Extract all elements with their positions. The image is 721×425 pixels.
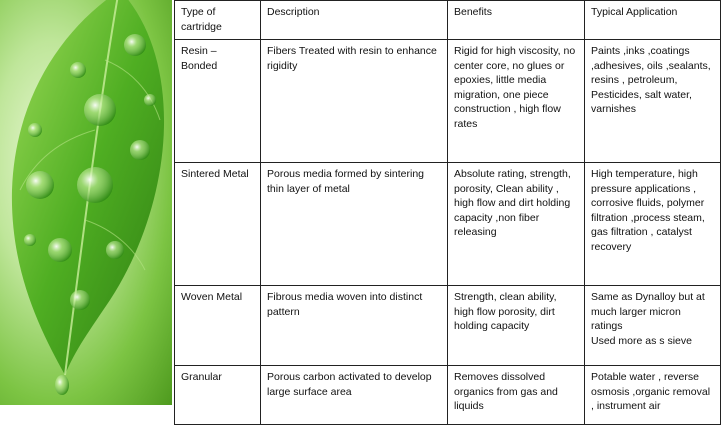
leaf-with-water-drops-icon bbox=[0, 0, 172, 405]
table-header-row bbox=[175, 1, 721, 40]
cell-benefits: Absolute rating, strength, porosity, Clean ability , high flow and dirt holding capacity ,non fiber releasing bbox=[448, 163, 585, 286]
filter-cartridge-table bbox=[174, 0, 721, 425]
header-description: Description bbox=[261, 1, 448, 40]
header-benefits: Benefits bbox=[448, 1, 585, 40]
table-row bbox=[175, 40, 721, 163]
cell-description: Porous media formed by sintering thin layer of metal bbox=[261, 163, 448, 286]
cell-benefits: Rigid for high viscosity, no center core, no glues or epoxies, little media migration, one piece construction , high flow rates bbox=[448, 40, 585, 163]
header-type-of-cartridge: Type of cartridge bbox=[175, 1, 261, 40]
cell-type: Woven Metal bbox=[175, 286, 261, 366]
cell-benefits: Removes dissolved organics from gas and liquids bbox=[448, 366, 585, 425]
cell-application: High temperature, high pressure applications , corrosive fluids, polymer filtration ,process steam, gas filtration , catalyst recovery bbox=[585, 163, 721, 286]
cell-description: Fibers Treated with resin to enhance rigidity bbox=[261, 40, 448, 163]
cell-application: Paints ,inks ,coatings ,adhesives, oils ,sealants, resins , petroleum, Pesticides, salt water, varnishes bbox=[585, 40, 721, 163]
cell-type: Resin – Bonded bbox=[175, 40, 261, 163]
cell-type: Sintered Metal bbox=[175, 163, 261, 286]
header-typical-application: Typical Application bbox=[585, 1, 721, 40]
cell-application: Same as Dynalloy but at much larger micron ratings Used more as s sieve bbox=[585, 286, 721, 366]
cell-description: Porous carbon activated to develop large surface area bbox=[261, 366, 448, 425]
table-row bbox=[175, 286, 721, 366]
leaf-background-image bbox=[0, 0, 172, 405]
cell-benefits: Strength, clean ability, high flow porosity, dirt holding capacity bbox=[448, 286, 585, 366]
table-row bbox=[175, 366, 721, 425]
cell-type: Granular bbox=[175, 366, 261, 425]
table-row bbox=[175, 163, 721, 286]
cell-description: Fibrous media woven into distinct pattern bbox=[261, 286, 448, 366]
cell-application: Potable water , reverse osmosis ,organic removal , instrument air bbox=[585, 366, 721, 425]
